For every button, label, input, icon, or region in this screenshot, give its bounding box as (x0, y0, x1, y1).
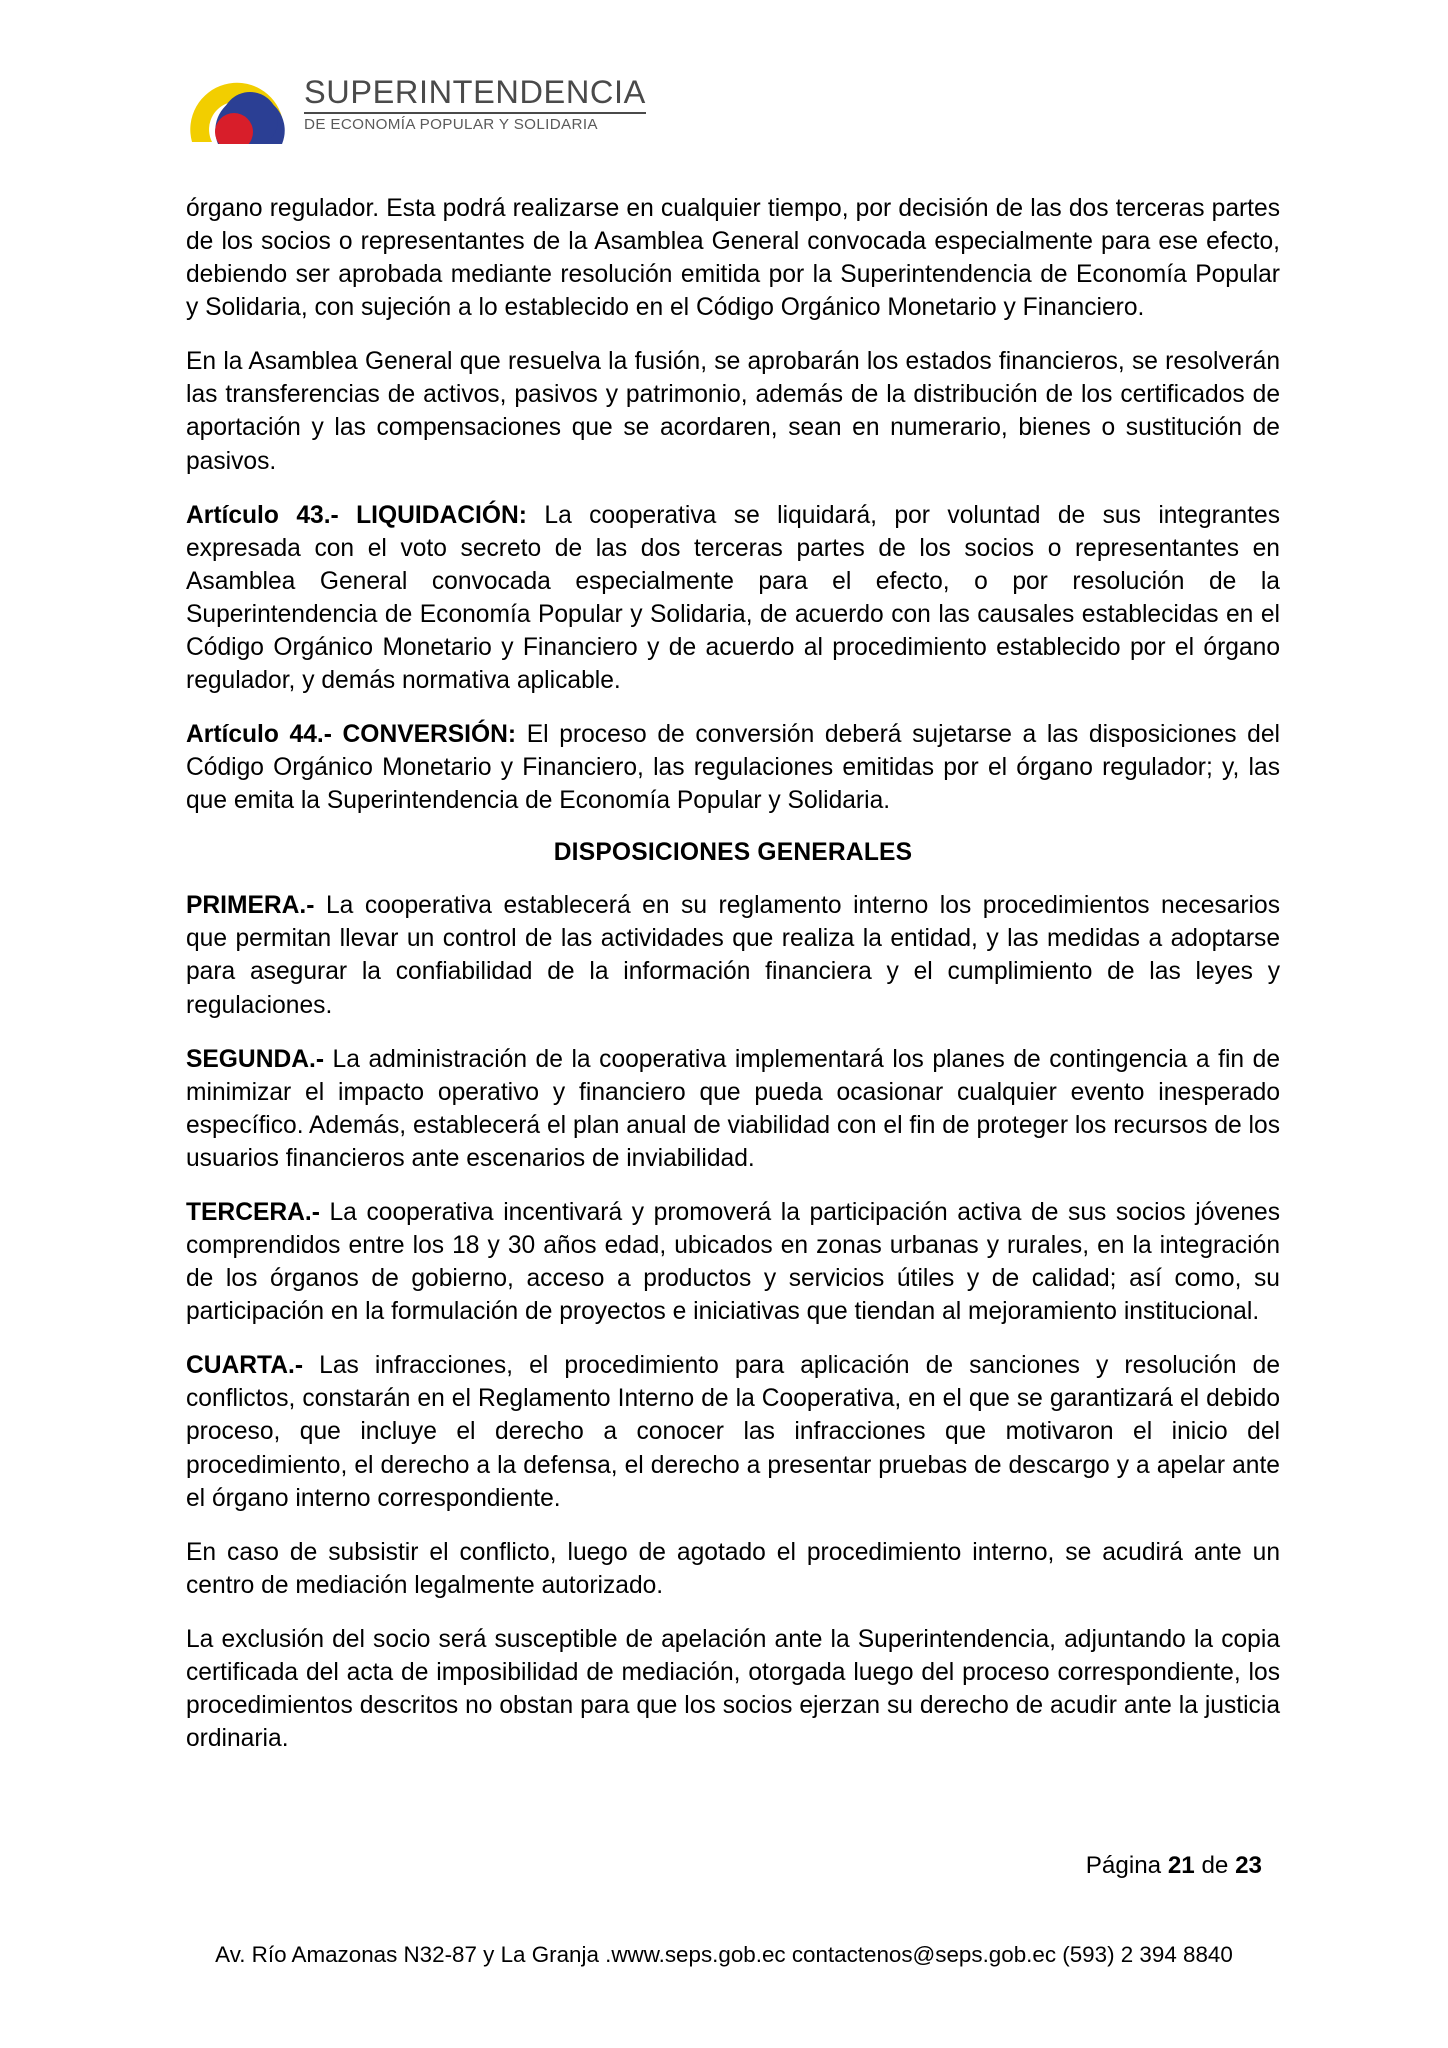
provision-text: La cooperativa incentivará y promoverá la participación activa de sus socios jóvenes comprendidos entre los 18 y 30 años edad, ubicados en zonas urbanas y rurales, en la integración de los órganos de gobierno, acceso a productos y servicios útiles y de calidad; así como, su participación en la formulación de proyectos e iniciativas que tiendan al mejoramiento institucional. (186, 1198, 1280, 1326)
paragraph-text: La exclusión del socio será susceptible de apelación ante la Superintendencia, adjuntando la copia certificada del acta de imposibilidad de mediación, otorgada luego del proceso correspondiente, los procedimientos descritos no obstan para que los socios ejerzan su derecho de acudir ante la justicia ordinaria. (186, 1625, 1280, 1753)
footer-contact-line: Av. Río Amazonas N32-87 y La Granja .www.seps.gob.ec contactenos@seps.gob.ec (593) 2 394 8840 (215, 1942, 1233, 1967)
provision-text: Las infracciones, el procedimiento para aplicación de sanciones y resolución de conflictos, constarán en el Reglamento Interno de la Cooperativa, en el que se garantizará el debido proceso, que incluye el derecho a conocer las infracciones que motivaron el inicio del procedimiento, el derecho a la defensa, el derecho a presentar pruebas de descargo y a apelar ante el órgano interno correspondiente. (186, 1352, 1280, 1512)
provision-lead: TERCERA.- (186, 1198, 320, 1226)
logo-divider (304, 112, 646, 114)
page-number (1086, 1852, 1262, 1880)
logo-wordmark (304, 76, 646, 132)
section-title-disposiciones-generales: DISPOSICIONES GENERALES (553, 839, 913, 867)
paragraph-text: En caso de subsistir el conflicto, luego de agotado el procedimiento interno, se acudirá ante un centro de mediación legalmente autorizado. (186, 1538, 1280, 1599)
provision-lead: CUARTA.- (186, 1352, 304, 1380)
provision-lead: PRIMERA.- (186, 892, 315, 920)
paragraph-text: El proceso de conversión deberá sujetarse a las disposiciones del Código Orgánico Monetario y Financiero, las regulaciones emitidas por el órgano regulador; y, las que emita la Superintendencia de Economía Popular y Solidaria. (186, 721, 1280, 815)
paragraph-lead: Artículo 44.- CONVERSIÓN: (186, 721, 517, 749)
paragraph (186, 192, 1280, 324)
provision-text: La administración de la cooperativa implementará los planes de contingencia a fin de minimizar el impacto operativo y financiero que pueda ocasionar cualquier evento inesperado específico. Además, establecerá el plan anual de viabilidad con el fin de proteger los recursos de los usuarios financieros ante escenarios de inviabilidad. (186, 1045, 1280, 1172)
paragraph (186, 345, 1280, 477)
paragraph-conflicto (186, 1536, 1280, 1602)
provision-text: La cooperativa establecerá en su reglamento interno los procedimientos necesarios que permitan llevar un control de las actividades que realiza la entidad, y las medidas a adoptarse para asegurar la confiabilidad de la información financiera y el cumplimiento de las leyes y regulaciones. (186, 892, 1280, 1019)
provision-primera (186, 889, 1280, 1021)
paragraph-articulo-44 (186, 718, 1280, 817)
document-body (186, 192, 1280, 1776)
logo-subtitle: DE ECONOMÍA POPULAR Y SOLIDARIA (304, 115, 598, 133)
paragraph-exclusion (186, 1623, 1280, 1755)
paragraph-lead: Artículo 43.- LIQUIDACIÓN: (186, 501, 527, 529)
seps-logo-icon (178, 62, 298, 144)
paragraph-text: órgano regulador. Esta podrá realizarse en cualquier tiempo, por decisión de las dos terceras partes de los socios o representantes de la Asamblea General convocada especialmente para ese efecto, debiendo ser aprobada mediante resolución emitida por la Superintendencia de Economía Popular y Solidaria, con sujeción a lo establecido en el Código Orgánico Monetario y Financiero. (186, 195, 1280, 322)
paragraph-text: La cooperativa se liquidará, por voluntad de sus integrantes expresada con el voto secreto de las dos terceras partes de los socios o representantes en Asamblea General convocada especialmente para el efecto, o por resolución de la Superintendencia de Economía Popular y Solidaria, de acuerdo con las causales establecidas en el Código Orgánico Monetario y Financiero y de acuerdo al procedimiento establecido por el órgano regulador, y demás normativa aplicable. (186, 501, 1281, 695)
logo-title: SUPERINTENDENCIA (304, 74, 646, 110)
provision-lead: SEGUNDA.- (186, 1045, 325, 1073)
page-number-prefix: Página (1085, 1852, 1168, 1879)
page-number-current: 21 (1167, 1852, 1195, 1879)
provision-segunda (186, 1043, 1280, 1175)
provision-cuarta (186, 1349, 1280, 1514)
paragraph-text: En la Asamblea General que resuelva la fusión, se aprobarán los estados financieros, se resolverán las transferencias de activos, pasivos y patrimonio, además de la distribución de los certificados de aportación y las compensaciones que se acordaren, sean en numerario, bienes o sustitución de pasivos. (186, 348, 1280, 475)
provision-tercera (186, 1196, 1280, 1328)
paragraph-articulo-43 (186, 499, 1280, 697)
page-number-middle: de (1194, 1852, 1236, 1879)
page-number-total: 23 (1235, 1852, 1262, 1879)
document-header (178, 62, 646, 144)
